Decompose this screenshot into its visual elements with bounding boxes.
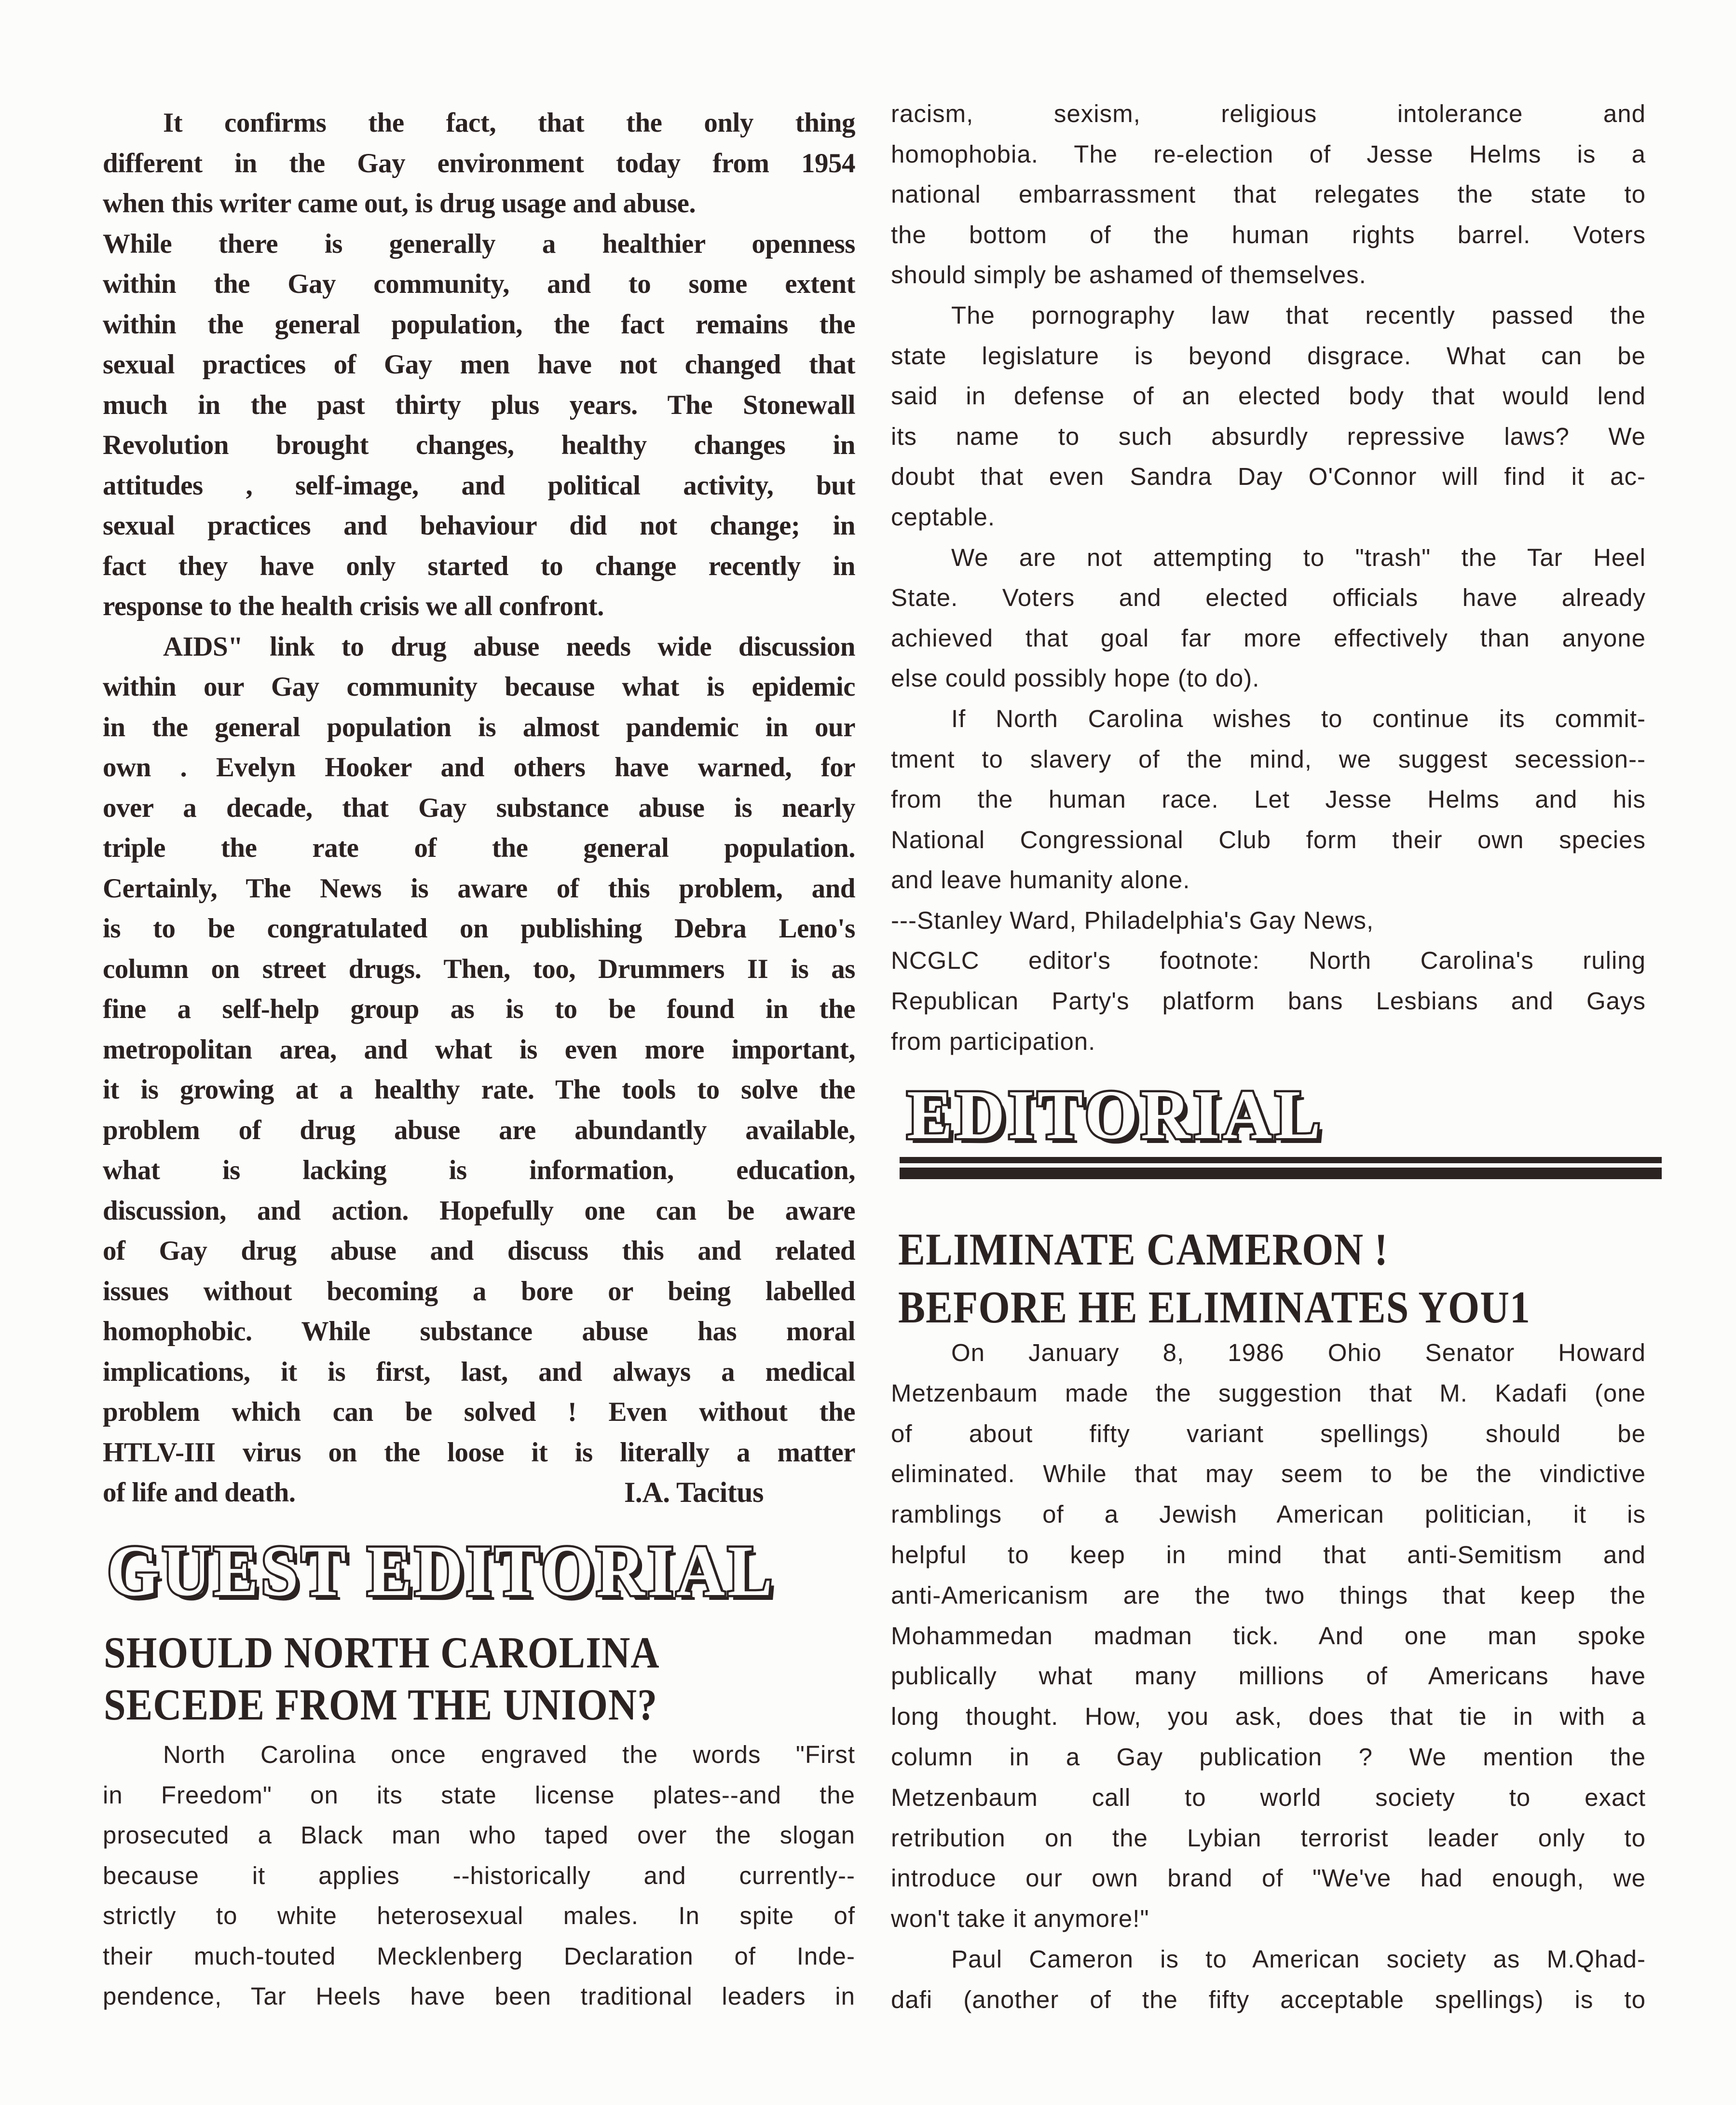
text-line: discussion, and action. Hopefully one can be aware (103, 1195, 855, 1226)
text-line: helpful to keep in mind that anti-Semitism and (891, 1541, 1646, 1568)
heading-rule-bottom (900, 1168, 1662, 1179)
text-line: column on street drugs. Then, too, Drummers II is as (103, 953, 855, 984)
text-line: because it applies --historically and currently-- (103, 1861, 855, 1889)
text-line: Metzenbaum made the suggestion that M. Kadafi (one (891, 1379, 1646, 1407)
text-line: is to be congratulated on publishing Debra Leno's (103, 913, 855, 944)
editorial-headline-line-1: ELIMINATE CAMERON ! (898, 1224, 1389, 1275)
text-line: its name to such absurdly repressive laws? We (891, 422, 1646, 450)
text-line: within our Gay community because what is epidemic (103, 672, 855, 702)
text-line: attitudes , self-image, and political activity, but (103, 470, 855, 501)
text-line: eliminated. While that may seem to be the vindictive (891, 1460, 1646, 1488)
paragraph (103, 627, 855, 1473)
paragraph (891, 699, 1646, 900)
text-line: State. Voters and elected officials have already (891, 584, 1646, 612)
text-line: fine a self-help group as is to be found in the (103, 994, 855, 1024)
text-line: HTLV-III virus on the loose it is literally a matter (103, 1437, 855, 1468)
text-line: fact they have only started to change recently in (103, 550, 855, 581)
guest-editorial-heading: GUEST EDITORIAL (107, 1531, 775, 1611)
text-line: homophobic. While substance abuse has moral (103, 1316, 855, 1347)
text-line: ---Stanley Ward, Philadelphia's Gay News, (891, 906, 1374, 934)
text-line: pendence, Tar Heels have been traditional leaders in (103, 1982, 855, 2010)
paragraph (891, 1939, 1646, 2020)
text-line: The pornography law that recently passed the (951, 301, 1646, 329)
text-line: it is growing at a healthy rate. The tools to solve the (103, 1074, 855, 1105)
editorial-headline-line-2: BEFORE HE ELIMINATES YOU1 (898, 1282, 1531, 1333)
text-line: from the human race. Let Jesse Helms and his (891, 785, 1646, 813)
heading-rule-top (900, 1157, 1662, 1163)
text-line: else could possibly hope (to do). (891, 664, 1260, 692)
right-column-article (891, 94, 1646, 1061)
editorial-body (891, 1333, 1646, 2020)
text-line: achieved that goal far more effectively than anyone (891, 624, 1646, 652)
text-line: issues without becoming a bore or being labelled (103, 1276, 855, 1307)
text-line: the bottom of the human rights barrel. Voters (891, 220, 1646, 248)
text-line: long thought. How, you ask, does that tie in with a (891, 1703, 1646, 1731)
text-line: AIDS" link to drug abuse needs wide discussion (163, 631, 855, 662)
text-line: metropolitan area, and what is even more important, (103, 1034, 855, 1065)
text-line: retribution on the Lybian terrorist leader only to (891, 1824, 1646, 1852)
text-line: triple the rate of the general population. (103, 833, 855, 863)
paragraph (103, 1734, 855, 2017)
text-line: sexual practices of Gay men have not changed that (103, 349, 855, 380)
closing-line: of life and death. (103, 1477, 296, 1508)
text-line: from participation. (891, 1027, 1096, 1055)
paragraph (103, 103, 855, 627)
text-line: racism, sexism, religious intolerance and (891, 100, 1646, 127)
text-line: While there is generally a healthier openness (103, 228, 855, 259)
text-line: North Carolina once engraved the words "First (163, 1741, 855, 1768)
text-line: own . Evelyn Hooker and others have warned, for (103, 752, 855, 783)
text-line: column in a Gay publication ? We mention the (891, 1743, 1646, 1771)
text-line: and leave humanity alone. (891, 866, 1190, 894)
text-line: NCGLC editor's footnote: North Carolina's ruling (891, 947, 1646, 975)
left-column-article (103, 103, 855, 1513)
author-signature: I.A. Tacitus (624, 1476, 764, 1508)
text-line: homophobia. The re-election of Jesse Helms is a (891, 140, 1646, 168)
text-line: doubt that even Sandra Day O'Connor will find it ac- (891, 463, 1646, 491)
editorial-heading: EDITORIAL (907, 1076, 1324, 1154)
text-line (103, 1472, 855, 1513)
text-line: ceptable. (891, 503, 995, 531)
text-line: National Congressional Club form their own species (891, 825, 1646, 853)
text-line: national embarrassment that relegates the state to (891, 180, 1646, 208)
text-line: tment to slavery of the mind, we suggest secession-- (891, 745, 1646, 773)
paragraph (891, 940, 1646, 1061)
text-line: ramblings of a Jewish American politician, it is (891, 1500, 1646, 1528)
text-line: state legislature is beyond disgrace. What can be (891, 342, 1646, 370)
text-line: should simply be ashamed of themselves. (891, 261, 1367, 289)
paragraph (891, 295, 1646, 537)
text-line: much in the past thirty plus years. The Stonewall (103, 389, 855, 420)
text-line: Revolution brought changes, healthy changes in (103, 430, 855, 460)
text-line: their much-touted Mecklenberg Declaration of Inde- (103, 1942, 855, 1970)
text-line: of about fifty variant spellings) should be (891, 1419, 1646, 1447)
text-line: problem of drug abuse are abundantly available, (103, 1114, 855, 1145)
text-line: over a decade, that Gay substance abuse is nearly (103, 792, 855, 823)
text-line: won't take it anymore!" (891, 1905, 1149, 1933)
guest-editorial-body (103, 1734, 855, 2017)
text-line: Metzenbaum call to world society to exact (891, 1783, 1646, 1811)
text-line: anti-Americanism are the two things that keep the (891, 1581, 1646, 1609)
text-line: Mohammedan madman tick. And one man spoke (891, 1622, 1646, 1650)
text-line: when this writer came out, is drug usage and abuse. (103, 188, 696, 219)
text-line: strictly to white heterosexual males. In spite of (103, 1902, 855, 1929)
paragraph (891, 900, 1646, 941)
text-line: Certainly, The News is aware of this problem, and (103, 873, 855, 904)
text-line: within the general population, the fact remains the (103, 309, 855, 340)
text-line: It confirms the fact, that the only thing (163, 108, 855, 138)
text-line: Paul Cameron is to American society as M.Qhad- (951, 1945, 1646, 1973)
text-line: in Freedom" on its state license plates--and the (103, 1781, 855, 1809)
text-line: implications, it is first, last, and always a medical (103, 1356, 855, 1387)
paragraph (891, 1333, 1646, 1939)
text-line: response to the health crisis we all confront. (103, 591, 604, 621)
text-line: sexual practices and behaviour did not change; in (103, 510, 855, 541)
guest-editorial-headline-line-2: SECEDE FROM THE UNION? (104, 1680, 658, 1730)
text-line: Republican Party's platform bans Lesbians and Gays (891, 987, 1646, 1015)
text-line: If North Carolina wishes to continue its commit- (951, 704, 1646, 732)
text-line: dafi (another of the fifty acceptable spellings) is to (891, 1985, 1646, 2013)
paragraph (891, 537, 1646, 699)
text-line: in the general population is almost pandemic in our (103, 712, 855, 743)
text-line: introduce our own brand of "We've had enough, we (891, 1864, 1646, 1892)
guest-editorial-headline-line-1: SHOULD NORTH CAROLINA (104, 1628, 660, 1678)
text-line: of Gay drug abuse and discuss this and related (103, 1236, 855, 1266)
text-line: On January 8, 1986 Ohio Senator Howard (951, 1339, 1646, 1366)
text-line: prosecuted a Black man who taped over the slogan (103, 1821, 855, 1849)
paragraph (891, 94, 1646, 295)
text-line: We are not attempting to "trash" the Tar Heel (951, 543, 1646, 571)
text-line: what is lacking is information, education, (103, 1155, 855, 1185)
text-line: publically what many millions of Americans have (891, 1662, 1646, 1690)
text-line: problem which can be solved ! Even without the (103, 1397, 855, 1427)
text-line: different in the Gay environment today from 1954 (103, 148, 855, 179)
text-line: within the Gay community, and to some extent (103, 269, 855, 299)
text-line: said in defense of an elected body that would lend (891, 382, 1646, 410)
